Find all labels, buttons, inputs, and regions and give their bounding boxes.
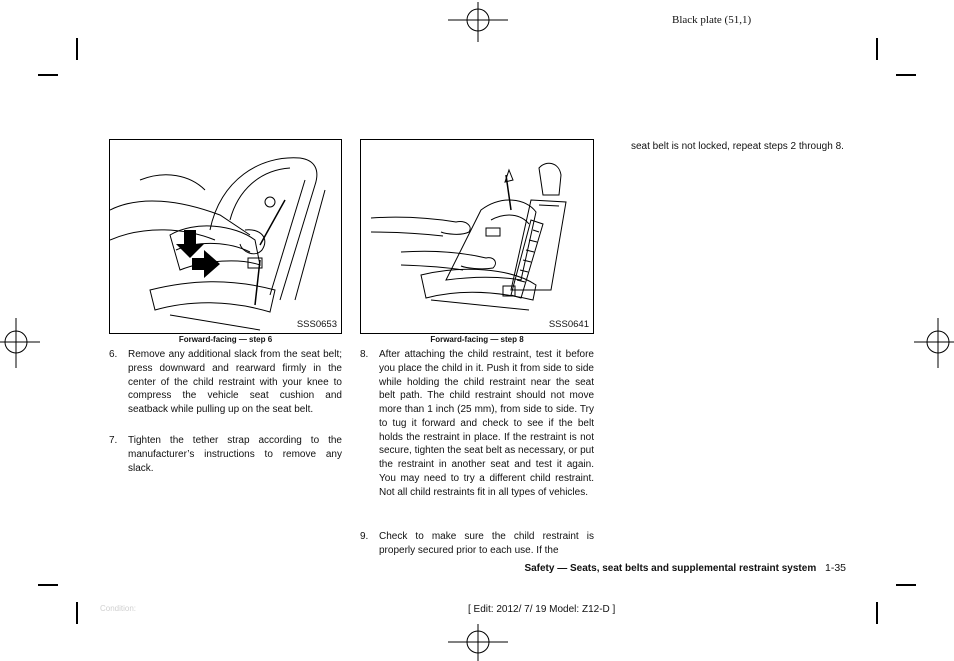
condition-label: Condition: <box>100 604 137 613</box>
child-restraint-test-illustration-icon <box>361 140 593 333</box>
list-item-step-9 <box>360 530 594 560</box>
crop-mark <box>876 38 878 60</box>
figure-code: SSS0653 <box>296 319 337 330</box>
figure-step-8 <box>360 139 594 334</box>
registration-mark-icon <box>448 2 508 42</box>
step-number: 9. <box>360 531 369 542</box>
page-number: 1-35 <box>824 562 846 574</box>
step-number: 8. <box>360 349 369 360</box>
registration-mark-icon <box>448 624 508 661</box>
crop-mark <box>76 38 78 60</box>
crop-mark <box>896 584 916 586</box>
crop-mark <box>38 74 58 76</box>
plate-label: Black plate (51,1) <box>672 14 752 26</box>
list-item-step-7 <box>109 434 342 479</box>
crop-mark <box>38 584 58 586</box>
list-item-step-8 <box>360 348 594 528</box>
step-number: 7. <box>109 435 118 446</box>
step-text: Check to make sure the child restraint is properly secured prior to each use. If the <box>379 531 594 556</box>
section-title: Safety — Seats, seat belts and supplemental restraint system <box>524 563 817 574</box>
figure-code: SSS0641 <box>548 319 589 330</box>
step-text: Tighten the tether strap according to the manufacturer’s instructions to remove any slack. <box>128 435 342 474</box>
crop-mark <box>76 602 78 624</box>
step-number: 6. <box>109 349 118 360</box>
step-text: After attaching the child restraint, test it before you place the child in it. Push it from side to side while holding the child restraint near the seat belt path. The child restraint should not move more than 1 inch (25 mm), from side to side. Try to tug it forward and check to see if the belt holds the restraint in place. If the restraint is not secure, tighten the seat belt as necessary, or put the restraint in another seat and test it again. You may need to try a different child restraint. Not all child restraints fit in all types of vehicles. <box>379 349 594 498</box>
child-restraint-illustration-icon <box>110 140 341 333</box>
edit-line: [ Edit: 2012/ 7/ 19 Model: Z12-D ] <box>468 604 616 615</box>
page-footer <box>430 562 846 574</box>
step-text: Remove any additional slack from the seat belt; press downward and rearward firmly in the center of the child restraint with your knee to compress the vehicle seat cushion and seatback while pulling up on the seat belt. <box>128 349 342 415</box>
crop-mark <box>896 74 916 76</box>
figure-caption: Forward-facing — step 8 <box>430 335 524 344</box>
continuation-text: seat belt is not locked, repeat steps 2 through 8. <box>631 141 844 152</box>
registration-mark-icon <box>914 318 954 368</box>
figure-step-6 <box>109 139 342 334</box>
list-item-step-6 <box>109 348 342 433</box>
figure-caption: Forward-facing — step 6 <box>178 335 273 344</box>
crop-mark <box>876 602 878 624</box>
registration-mark-icon <box>0 318 40 368</box>
